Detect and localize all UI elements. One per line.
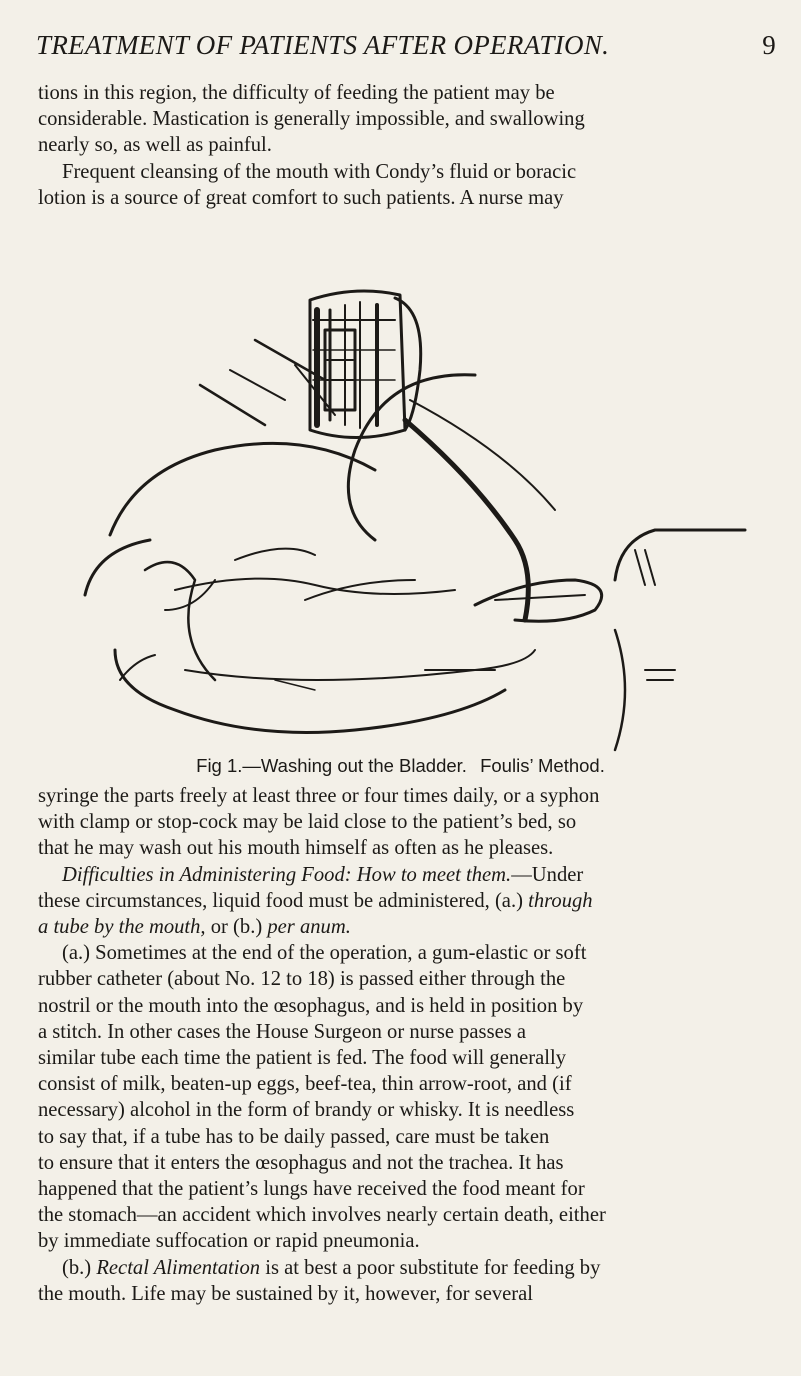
- section-heading: Difficulties in Administering Food: How to meet them.: [62, 863, 512, 886]
- running-head: [36, 22, 776, 62]
- text-span-italic: Rectal Alimentation: [96, 1256, 261, 1279]
- running-head-title: TREATMENT OF PATIENTS AFTER OPERATION.: [36, 30, 610, 60]
- page-number: 9: [762, 30, 776, 60]
- text-line: by immediate suffocation or rapid pneumonia.: [38, 1230, 420, 1253]
- figure-illustration: [55, 250, 755, 760]
- text-line: the stomach—an accident which involves nearly certain death, either: [38, 1204, 606, 1227]
- text-line: similar tube each time the patient is fed. The food will generally: [38, 1047, 567, 1070]
- section-heading-rest: —Under: [511, 863, 584, 886]
- text-span-italic: through: [528, 889, 593, 912]
- caption-method: Foulis’ Method.: [480, 755, 605, 776]
- text-line: to say that, if a tube has to be daily passed, care must be taken: [38, 1125, 550, 1148]
- figure-caption: [0, 755, 801, 777]
- text-span-italic: per anum.: [267, 916, 351, 939]
- bottom-paragraphs: [38, 783, 768, 1307]
- text-span: these circumstances, liquid food must be administered, (a.): [38, 889, 523, 912]
- text-span: is at best a poor substitute for feeding by: [265, 1256, 601, 1279]
- text-line: to ensure that it enters the œsophagus and not the trachea. It has: [38, 1151, 564, 1174]
- text-line: syringe the parts freely at least three or four times daily, or a syphon: [38, 785, 600, 807]
- text-line: [38, 914, 768, 940]
- text-line: happened that the patient’s lungs have received the food meant for: [38, 1178, 585, 1201]
- text-line: with clamp or stop-cock may be laid close to the patient’s bed, so: [38, 811, 577, 834]
- text-line: Frequent cleansing of the mouth with Condy’s fluid or boracic: [62, 160, 577, 183]
- text-span: Sometimes at the end of the operation, a gum-elastic or soft: [95, 942, 587, 965]
- text-line: [38, 888, 768, 914]
- item-label-b: (b.): [62, 1256, 92, 1279]
- bladder-washing-engraving: [55, 250, 755, 760]
- text-line: [38, 1255, 768, 1281]
- text-line: nostril or the mouth into the œsophagus, and is held in position by: [38, 994, 584, 1017]
- text-line: [38, 940, 768, 966]
- text-line: considerable. Mastication is generally impossible, and swallowing: [38, 108, 585, 131]
- text-span: or (b.): [210, 916, 263, 939]
- caption-title: Fig 1.—Washing out the Bladder.: [196, 755, 467, 776]
- text-line: that he may wash out his mouth himself as often as he pleases.: [38, 837, 554, 860]
- text-line: consist of milk, beaten-up eggs, beef-tea, thin arrow-root, and (if: [38, 1073, 572, 1096]
- text-line: nearly so, as well as painful.: [38, 134, 272, 157]
- text-line: necessary) alcohol in the form of brandy or whisky. It is needless: [38, 1099, 575, 1122]
- text-line: tions in this region, the difficulty of feeding the patient may be: [38, 82, 555, 104]
- text-span-italic: a tube by the mouth,: [38, 916, 206, 939]
- top-paragraphs: [38, 80, 768, 211]
- text-line: a stitch. In other cases the House Surgeon or nurse passes a: [38, 1020, 527, 1043]
- text-line: the mouth. Life may be sustained by it, however, for several: [38, 1282, 533, 1305]
- section-heading-line: [38, 862, 768, 888]
- item-label-a: (a.): [62, 942, 91, 965]
- text-line: rubber catheter (about No. 12 to 18) is passed either through the: [38, 968, 566, 991]
- text-line: lotion is a source of great comfort to such patients. A nurse may: [38, 186, 564, 209]
